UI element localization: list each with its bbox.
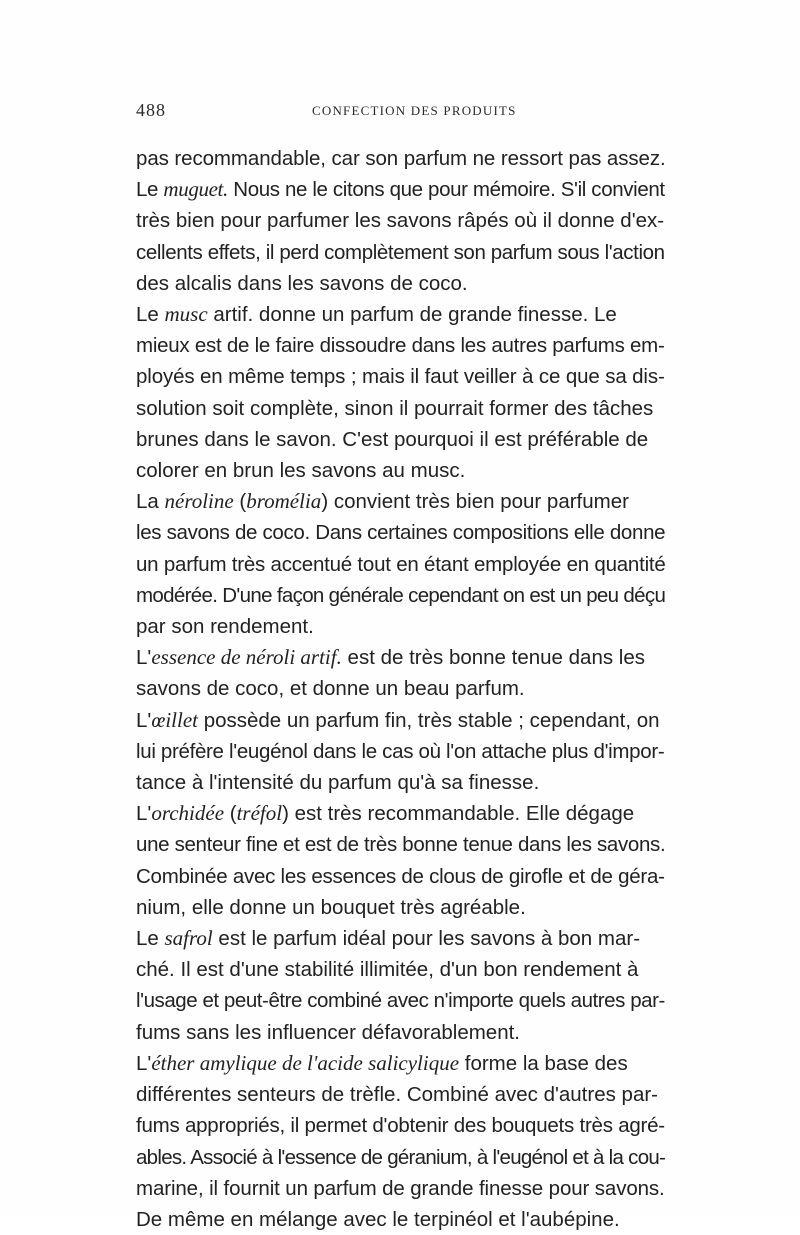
lead-prefix: L' bbox=[136, 708, 152, 732]
lead-prefix: L' bbox=[136, 802, 152, 826]
paragraph bbox=[136, 1048, 668, 1235]
body-text bbox=[136, 143, 668, 1235]
text-line: modérée. D'une façon générale cependant on est un peu déçu bbox=[136, 583, 666, 607]
text-line: une senteur fine et est de très bonne tenue dans les savons. bbox=[136, 833, 666, 857]
italic-term: musc bbox=[164, 302, 208, 327]
paragraph bbox=[136, 174, 668, 299]
paragraph bbox=[136, 642, 668, 704]
italic-term: éther amylique de l'acide salicylique bbox=[151, 1050, 460, 1075]
text-line: ché. Il est d'une stabilité illimitée, d'un bon rendement à bbox=[136, 958, 639, 982]
text-fragment: est le parfum idéal pour les savons à bon mar- bbox=[212, 927, 641, 951]
text-line: des alcalis dans les savons de coco. bbox=[136, 271, 468, 295]
text-line: par son rendement. bbox=[136, 615, 314, 639]
text-line bbox=[136, 174, 668, 205]
page-number: 488 bbox=[136, 100, 166, 120]
text-fragment: ( bbox=[233, 490, 247, 514]
text-fragment: ) convient très bien pour parfumer bbox=[321, 490, 629, 514]
text-line: pas recommandable, car son parfum ne ressort pas assez. bbox=[136, 147, 666, 170]
page-header bbox=[136, 100, 668, 124]
text-fragment: ) est très recommandable. Elle dégage bbox=[282, 802, 635, 826]
text-line bbox=[136, 705, 668, 736]
paragraph bbox=[136, 798, 668, 923]
paragraph bbox=[136, 705, 668, 799]
text-line: fums appropriés, il permet d'obtenir des bouquets très agré- bbox=[136, 1114, 665, 1138]
text-line bbox=[136, 486, 668, 517]
text-fragment: possède un parfum fin, très stable ; cependant, on bbox=[198, 708, 660, 732]
text-line: cellents effets, il perd complètement son parfum sous l'action bbox=[136, 240, 665, 264]
lead-prefix: Le bbox=[136, 303, 165, 327]
text-line bbox=[136, 923, 668, 954]
text-line: De même en mélange avec le terpinéol et l'aubépine. bbox=[136, 1207, 620, 1231]
text-line bbox=[136, 299, 668, 330]
text-fragment: Nous ne le citons que pour mémoire. S'il convient bbox=[227, 178, 665, 202]
text-line: fums sans les influencer défavorablement. bbox=[136, 1020, 521, 1044]
italic-term: orchidée bbox=[151, 801, 225, 826]
lead-prefix: Le bbox=[136, 927, 165, 951]
text-fragment: ( bbox=[224, 802, 237, 826]
text-line: lui préfère l'eugénol dans le cas où l'on attache plus d'impor- bbox=[136, 739, 665, 763]
text-line: marine, il fournit un parfum de grande finesse pour savons. bbox=[136, 1176, 665, 1200]
italic-term: muguet. bbox=[163, 177, 228, 202]
text-line: différentes senteurs de trèfle. Combiné avec d'autres par- bbox=[136, 1083, 659, 1107]
text-line: mieux est de le faire dissoudre dans les autres parfums em- bbox=[136, 334, 665, 358]
text-fragment: forme la base des bbox=[459, 1051, 628, 1075]
paragraph bbox=[136, 486, 668, 642]
paragraph bbox=[136, 143, 668, 174]
text-line: les savons de coco. Dans certaines compositions elle donne bbox=[136, 521, 666, 545]
italic-term: œillet bbox=[151, 707, 198, 732]
paragraph bbox=[136, 299, 668, 486]
italic-term: bromélia bbox=[246, 489, 322, 514]
italic-term: tréfol bbox=[236, 801, 283, 826]
text-line: très bien pour parfumer les savons râpés où il donne d'ex- bbox=[136, 209, 665, 233]
text-line: ables. Associé à l'essence de géranium, à l'eugénol et à la cou- bbox=[136, 1145, 666, 1169]
text-line: tance à l'intensité du parfum qu'à sa finesse. bbox=[136, 771, 540, 795]
text-line bbox=[136, 642, 668, 673]
text-line: solution soit complète, sinon il pourrait former des tâches bbox=[136, 396, 654, 420]
text-line bbox=[136, 798, 668, 829]
text-fragment: est de très bonne tenue dans les bbox=[341, 646, 645, 670]
lead-prefix: L' bbox=[136, 1051, 152, 1075]
text-line: Combinée avec les essences de clous de girofle et de géra- bbox=[136, 864, 665, 888]
italic-term: néroline bbox=[164, 489, 234, 514]
paragraph bbox=[136, 923, 668, 1048]
italic-term: safrol bbox=[164, 926, 213, 951]
italic-term: essence de néroli artif. bbox=[151, 645, 342, 670]
text-line: colorer en brun les savons au musc. bbox=[136, 459, 466, 483]
lead-prefix: L' bbox=[136, 646, 152, 670]
text-fragment: artif. donne un parfum de grande finesse. Le bbox=[207, 303, 617, 327]
running-head: CONFECTION DES PRODUITS bbox=[312, 103, 517, 118]
text-line: nium, elle donne un bouquet très agréable. bbox=[136, 895, 526, 919]
text-line: ployés en même temps ; mais il faut veiller à ce que sa dis- bbox=[136, 365, 665, 389]
text-line bbox=[136, 1048, 668, 1079]
text-line: un parfum très accentué tout en étant employée en quantité bbox=[136, 552, 666, 576]
lead-prefix: Le bbox=[136, 178, 164, 202]
lead-prefix: La bbox=[136, 490, 165, 514]
text-line: savons de coco, et donne un beau parfum. bbox=[136, 677, 525, 701]
text-line: l'usage et peut-être combiné avec n'importe quels autres par- bbox=[136, 989, 665, 1013]
text-line: brunes dans le savon. C'est pourquoi il est préférable de bbox=[136, 427, 649, 451]
